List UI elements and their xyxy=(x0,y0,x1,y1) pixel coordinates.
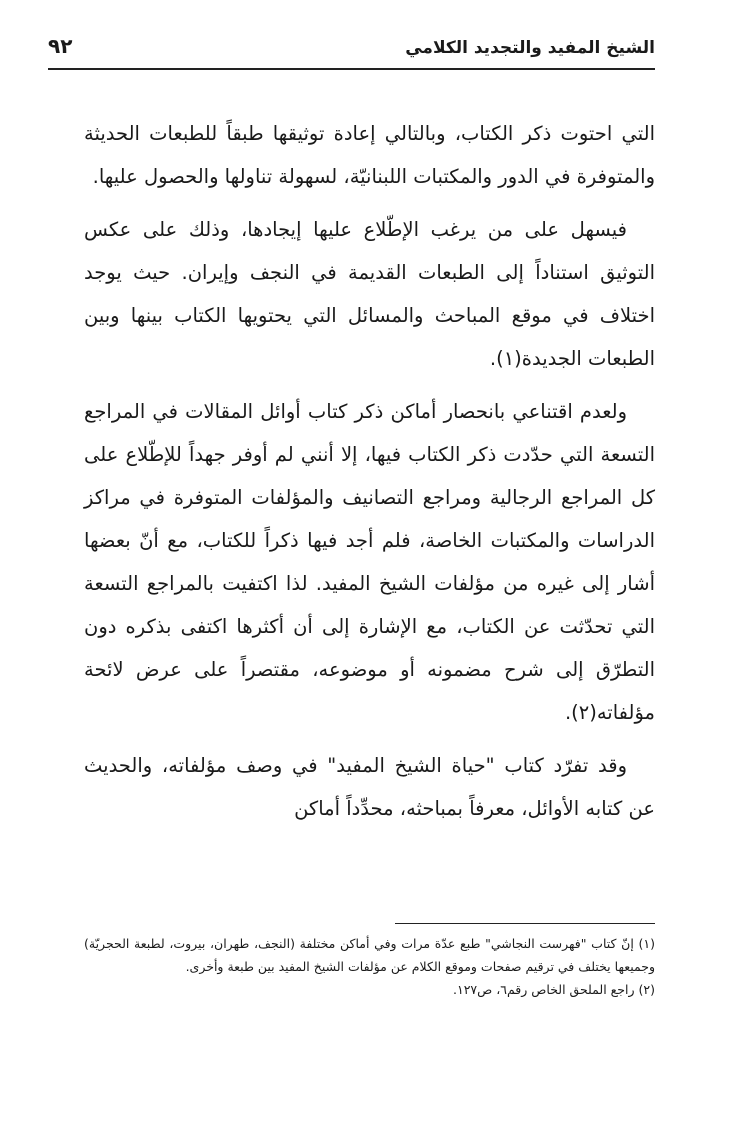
footnote-rule xyxy=(395,923,655,924)
header-rule xyxy=(48,68,655,70)
paragraph: وقد تفرّد كتاب "حياة الشيخ المفيد" في وصف مؤلفاته، والحديث عن كتابه الأوائل، معرفاً بمباحثه، محدِّداً أماكن xyxy=(84,754,655,820)
running-title: الشيخ المفيد والتجديد الكلامي xyxy=(405,38,655,58)
page-number: ٩٢ xyxy=(48,34,73,58)
body-text xyxy=(84,112,655,840)
footnote: (٢) راجع الملحق الخاص رقم٦، ص١٢٧. xyxy=(453,982,655,997)
footnote: (١) إنّ كتاب "فهرست النجاشي" طبع عدّة مرات وفي أماكن مختلفة (النجف، طهران، بيروت، لطبعة الحجريّة) وجميعها يختلف في ترقيم صفحات وموقع الكلام عن مؤلفات الشيخ المفيد بين طبعة وأخرى. xyxy=(84,936,655,974)
paragraph: فيسهل على من يرغب الإطّلاع عليها إيجادها، وذلك على عكس التوثيق استناداً إلى الطبعات القديمة في النجف وإيران. حيث يوجد اختلاف في موقع المباحث والمسائل التي يحتويها الكتاب بينها وبين الطبعات الجديدة(١). xyxy=(84,218,655,370)
paragraph: التي احتوت ذكر الكتاب، وبالتالي إعادة توثيقها طبقاً للطبعات الحديثة والمتوفرة في الدور والمكتبات اللبنانيّة، لسهولة تناولها والحصول عليها. xyxy=(84,122,655,188)
page-header xyxy=(48,30,655,72)
paragraph: ولعدم اقتناعي بانحصار أماكن ذكر كتاب أوائل المقالات في المراجع التسعة التي حدّدت ذكر الكتاب فيها، إلا أنني لم أوفر جهداً للإطّلاع على كل المراجع الرجالية ومراجع التصانيف والمؤلفات المتوفرة في مراكز الدراسات والمكتبات الخاصة، فلم أجد فيها ذكراً للكتاب، مع أنّ بعضها أشار إلى غيره من مؤلفات الشيخ المفيد. لذا اكتفيت بالمراجع التسعة التي تحدّثت عن الكتاب، مع الإشارة إلى أن أكثرها اكتفى بذكره دون التطرّق إلى شرح مضمونه أو موضوعه، مقتصراً على عرض لائحة مؤلفاته(٢). xyxy=(84,400,655,724)
footnotes xyxy=(84,932,655,1001)
